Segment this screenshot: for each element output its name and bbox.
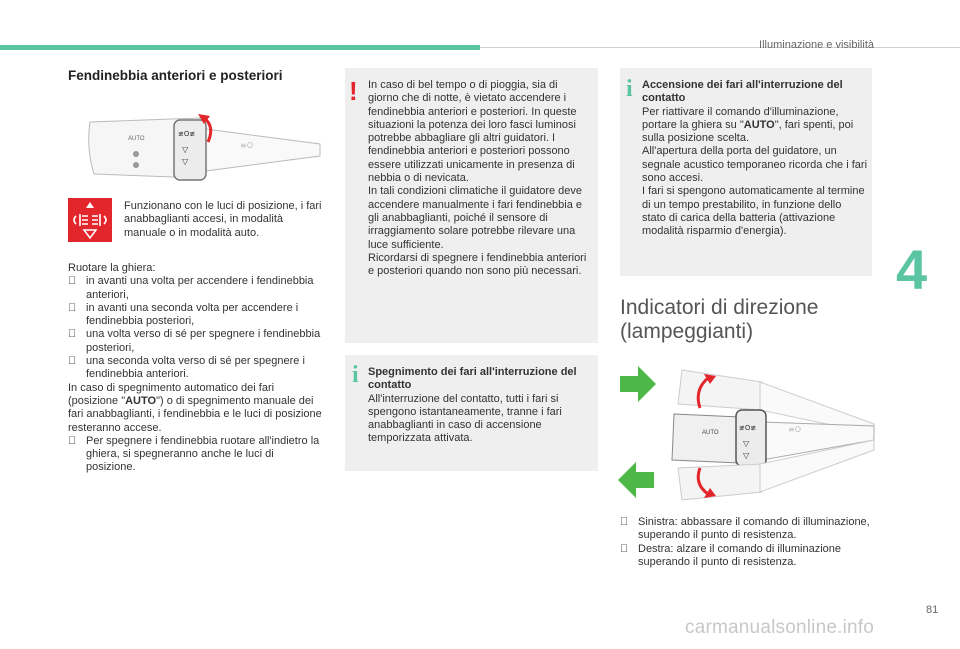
front-fog-symbol: ≢O≢ — [178, 130, 196, 138]
chapter-number: 4 — [896, 238, 928, 301]
arrow-up-right-icon — [620, 366, 656, 402]
fog-light-icon — [68, 198, 112, 242]
svg-text:≡O: ≡O — [240, 141, 253, 150]
svg-text:▽: ▽ — [182, 157, 189, 166]
section-header: Illuminazione e visibilità — [759, 39, 874, 51]
watermark: carmanualsonline.info — [685, 617, 875, 638]
list-item: una volta verso di sé per spegnere i fendinebbia posteriori, — [86, 328, 321, 354]
header-accent-bar — [0, 45, 480, 50]
indicators-title: Indicatori di direzione (lampeggianti) — [620, 296, 819, 343]
stalk-auto-text: AUTO — [128, 136, 145, 142]
svg-text:≡O: ≡O — [788, 425, 801, 434]
list-item: una seconda volta verso di sé per spegnere i fendinebbia anteriori. — [86, 355, 305, 381]
indicator-instructions — [620, 516, 872, 569]
arrow-down-left-icon — [618, 462, 654, 498]
list-item: Destra: alzare il comando di illuminazione superando il punto di resistenza. — [638, 542, 841, 568]
list-item: in avanti una seconda volta per accendere i fendinebbia posteriori, — [86, 301, 299, 328]
indicator-stalk-illustration — [612, 360, 882, 510]
info-icon: i — [352, 362, 359, 388]
stalk-auto-text: AUTO — [702, 430, 719, 436]
list-item: Per spegnere i fendinebbia ruotare all'indietro la ghiera, si spegneranno anche le luci di posizione. — [86, 434, 320, 474]
header-rule — [480, 47, 960, 48]
warning-icon: ! — [349, 76, 358, 106]
fog-intro: Ruotare la ghiera: — [68, 262, 156, 274]
warning-text: In caso di bel tempo o di pioggia, sia di giorno che di notte, è vietato accendere i fendinebbia anteriori e posteriori. In queste situazioni la potenza dei loro fasci luminosi potrebbe abbagliare gli altri guidatori. I fendinebbia anteriori e posteriori possono essere utilizzati unicamente in presenza di nebbia o di nevicata. In tali condizioni climatiche il guidatore deve accendere manualmente i fari fendinebbia e gli anabbaglianti, poiché il sensore di irraggiamento solare potrebbe rilevare una luce sufficiente. Ricordarsi di spegnere i fendinebbia anteriori e posteriori quando non sono più necessari. — [368, 79, 587, 278]
info-icon: i — [626, 76, 633, 102]
fog-instructions — [68, 262, 324, 475]
info-lights-off-text: Spegnimento dei fari all'interruzione del contatto All'interruzione del contatto, tutti i fari si spengono istantaneamente, tranne i fari anabbaglianti in caso di accensione temporizzata attivata. — [368, 366, 577, 445]
page-number: 81 — [926, 604, 939, 616]
svg-text:▽: ▽ — [743, 451, 750, 460]
svg-text:≢O≢: ≢O≢ — [739, 424, 757, 432]
list-item: in avanti una volta per accendere i fendinebbia anteriori, — [86, 275, 314, 301]
svg-text:▽: ▽ — [182, 145, 189, 154]
list-item: Sinistra: abbassare il comando di illuminazione, superando il punto di resistenza. — [638, 516, 870, 542]
info-lights-on-text: Accensione dei fari all'interruzione del contatto Per riattivare il comando d'illuminazione, portare la ghiera su "AUTO", fari spenti, poi sulla posizione scelta. All'apertura della porta del guidatore, un segnale acustico temporaneo ricorda che i fari sono accesi. I fari si spengono automaticamente al termine di un tempo prestabilito, in funzione dello stato di carica della batteria (attivazione modalità risparmio d'energia). — [642, 79, 868, 238]
fog-title: Fendinebbia anteriori e posteriori — [68, 68, 283, 83]
fog-icon-caption: Funzionano con le luci di posizione, i fari anabbaglianti accesi, in modalità manuale o in modalità auto. — [124, 200, 322, 239]
svg-text:▽: ▽ — [743, 439, 750, 448]
auto-off-paragraph: In caso di spegnimento automatico dei fari (posizione "AUTO") o di spegnimento manuale dei fari anabbaglianti, i fendinebbia e le luci di posizione resteranno accese. — [68, 381, 322, 434]
fog-stalk-illustration — [80, 108, 325, 188]
